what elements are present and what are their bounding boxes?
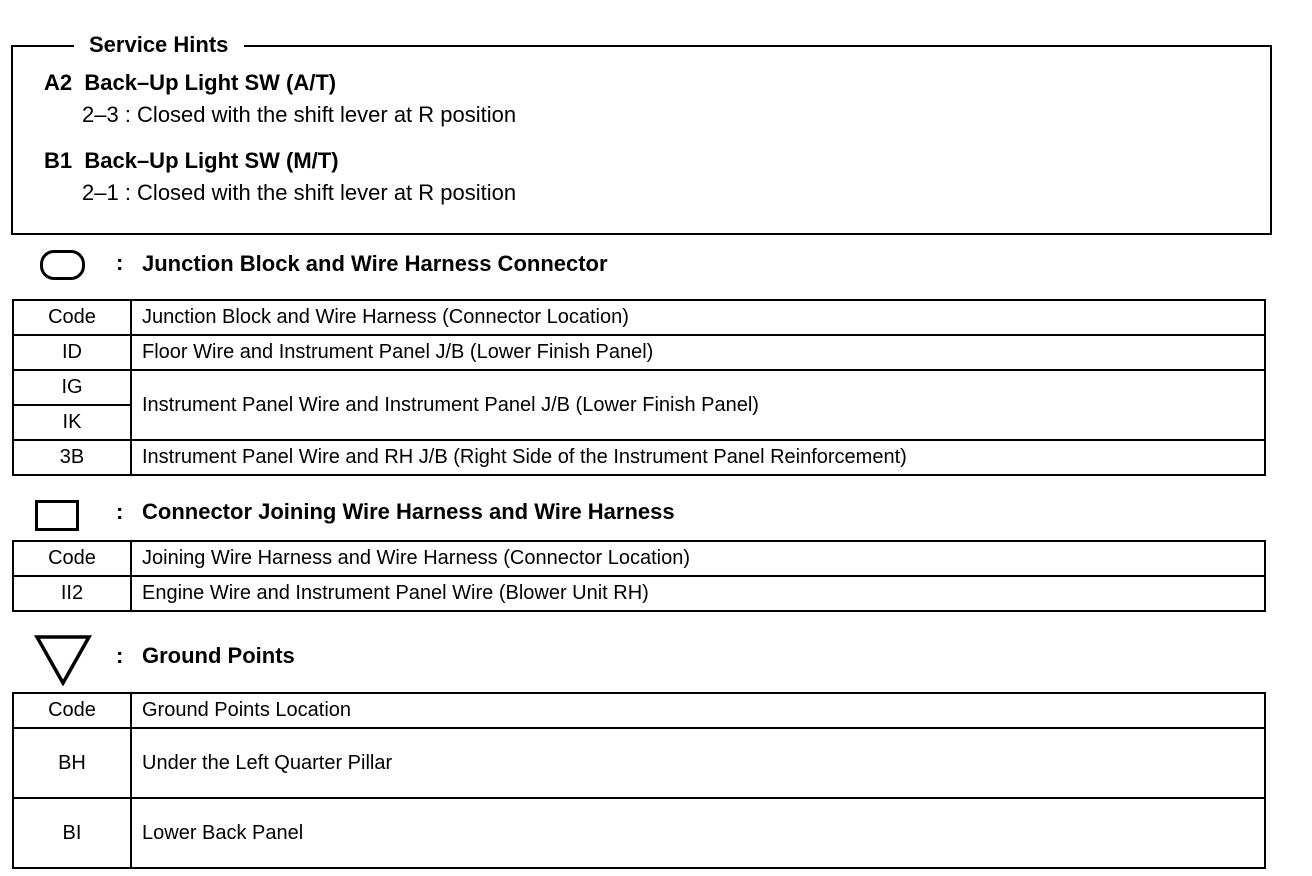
location-header: Joining Wire Harness and Wire Harness (Connector Location) <box>131 541 1265 576</box>
table-row <box>13 798 1265 868</box>
code-header: Code <box>13 693 131 728</box>
location-cell: Floor Wire and Instrument Panel J/B (Lower Finish Panel) <box>131 335 1265 370</box>
connector-section-title: Connector Joining Wire Harness and Wire Harness <box>142 499 675 524</box>
connector-table <box>12 540 1266 612</box>
table-row <box>13 728 1265 798</box>
table-row <box>13 370 1265 405</box>
table-header-row <box>13 300 1265 335</box>
code-cell: II2 <box>13 576 131 611</box>
code-cell: IK <box>13 405 131 440</box>
ground-colon: : <box>116 643 124 668</box>
table-row <box>13 576 1265 611</box>
junction-section-title: Junction Block and Wire Harness Connector <box>142 251 608 276</box>
table-header-row <box>13 541 1265 576</box>
code-cell: IG <box>13 370 131 405</box>
connector-colon: : <box>116 499 124 524</box>
code-cell: 3B <box>13 440 131 475</box>
location-cell: Under the Left Quarter Pillar <box>131 728 1265 798</box>
location-cell: Engine Wire and Instrument Panel Wire (Blower Unit RH) <box>131 576 1265 611</box>
code-cell: BH <box>13 728 131 798</box>
location-header: Ground Points Location <box>131 693 1265 728</box>
location-header: Junction Block and Wire Harness (Connector Location) <box>131 300 1265 335</box>
code-header: Code <box>13 300 131 335</box>
junction-table <box>12 299 1266 476</box>
square-icon <box>35 500 79 531</box>
hint-detail-b1: 2–1 : Closed with the shift lever at R position <box>82 180 517 205</box>
code-header: Code <box>13 541 131 576</box>
code-cell: ID <box>13 335 131 370</box>
hint-detail-a2: 2–3 : Closed with the shift lever at R position <box>82 102 517 127</box>
ground-section-title: Ground Points <box>142 643 295 668</box>
table-header-row <box>13 693 1265 728</box>
hint-heading-b1: B1 Back–Up Light SW (M/T) <box>44 148 339 173</box>
service-hints-title: Service Hints <box>74 32 244 58</box>
hint-heading-a2: A2 Back–Up Light SW (A/T) <box>44 70 337 95</box>
table-row <box>13 440 1265 475</box>
triangle-down-icon <box>34 634 92 686</box>
ground-table <box>12 692 1266 869</box>
rounded-rectangle-icon <box>40 250 85 280</box>
location-cell: Lower Back Panel <box>131 798 1265 868</box>
location-cell: Instrument Panel Wire and Instrument Panel J/B (Lower Finish Panel) <box>131 370 1265 440</box>
code-cell: BI <box>13 798 131 868</box>
junction-colon: : <box>116 250 124 275</box>
table-row <box>13 335 1265 370</box>
location-cell: Instrument Panel Wire and RH J/B (Right Side of the Instrument Panel Reinforcement) <box>131 440 1265 475</box>
